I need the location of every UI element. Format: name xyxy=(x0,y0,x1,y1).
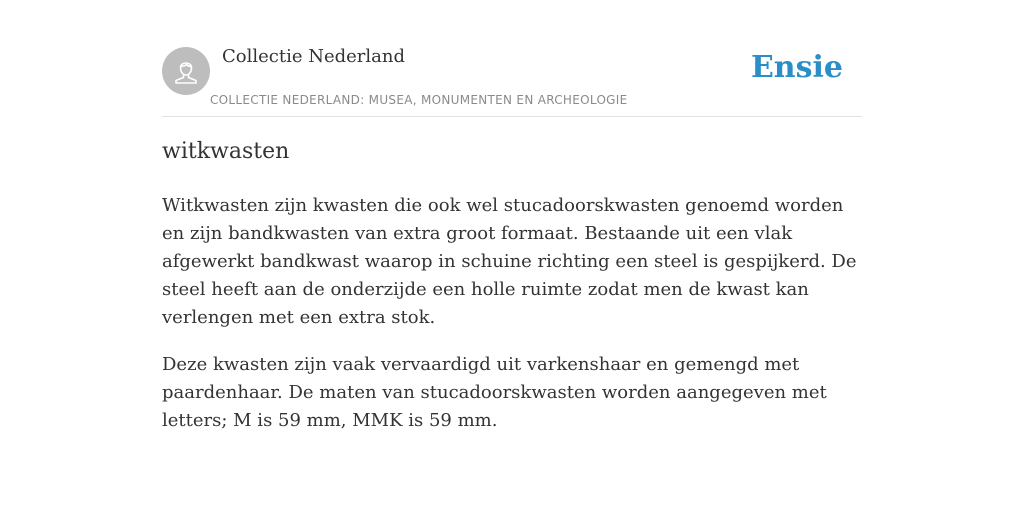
user-silhouette-icon xyxy=(162,47,210,95)
article-paragraph: Witkwasten zijn kwasten die ook wel stucadoorskwasten genoemd worden en zijn bandkwasten van extra groot formaat. Bestaande uit een vlak afgewerkt bandkwast waarop in schuine richting een steel is gespijkerd. De steel heeft aan de onderzijde een holle ruimte zodat men de kwast kan verlengen met een extra stok. xyxy=(162,195,857,328)
article-title: witkwasten xyxy=(162,139,290,164)
author-name[interactable]: Collectie Nederland xyxy=(222,46,406,67)
article-body xyxy=(162,192,864,454)
collection-name[interactable]: COLLECTIE NEDERLAND: MUSEA, MONUMENTEN EN ARCHEOLOGIE xyxy=(210,93,628,107)
article-header xyxy=(162,40,862,117)
article-paragraph: Deze kwasten zijn vaak vervaardigd uit varkenshaar en gemengd met paardenhaar. De maten van stucadoorskwasten worden aangegeven met letters; M is 59 mm, MMK is 59 mm. xyxy=(162,354,827,431)
author-avatar[interactable] xyxy=(162,47,210,95)
brand-logo[interactable]: Ensie xyxy=(750,50,843,85)
